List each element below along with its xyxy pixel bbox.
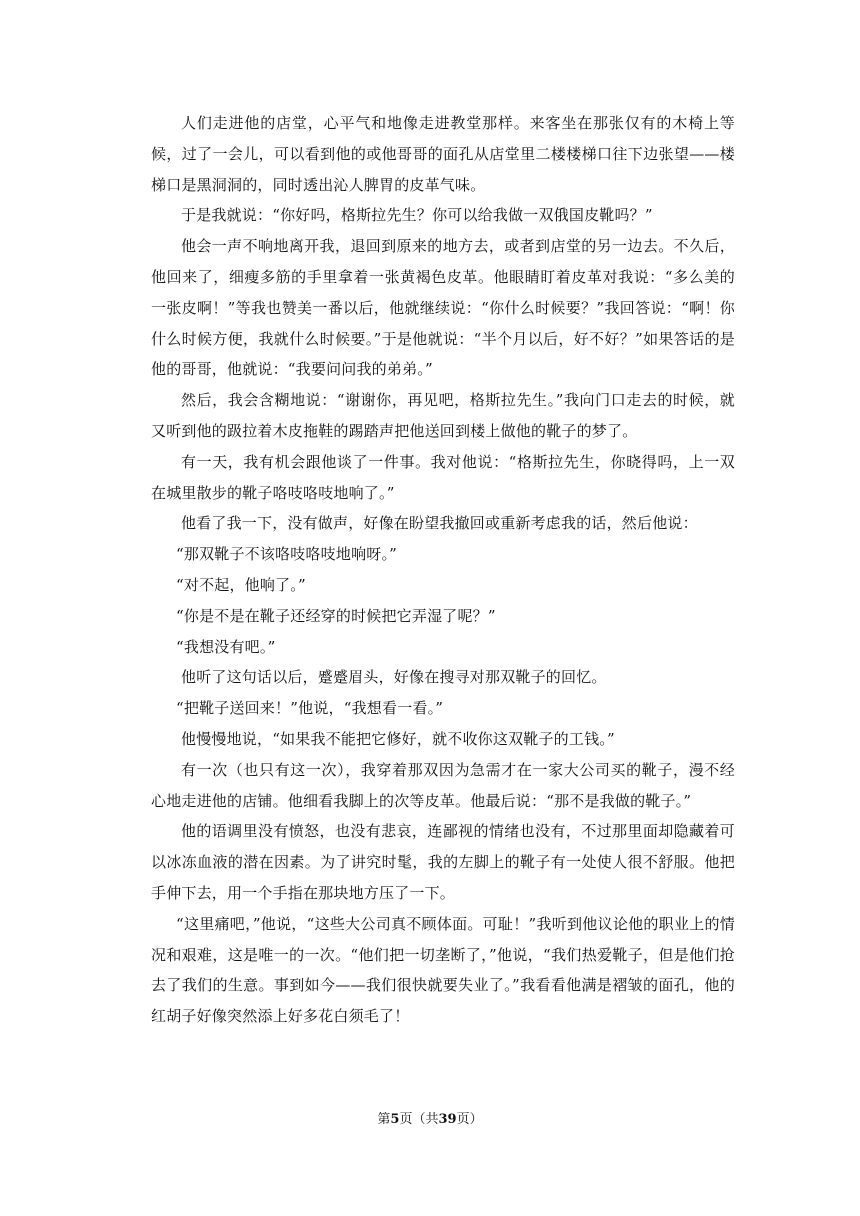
paragraph: 有一天，我有机会跟他谈了一件事。我对他说：“格斯拉先生，你晓得吗，上一双在城里散步的靴子咯吱咯吱地响了。”	[151, 452, 735, 502]
body-text	[151, 108, 735, 1032]
dialogue-line: “那双靴子不该咯吱咯吱地响呀。”	[176, 545, 398, 564]
page-footer	[0, 1111, 860, 1129]
page-number: 5	[390, 1112, 400, 1127]
paragraph: 有一次（也只有这一次），我穿着那双因为急需才在一家大公司买的靴子，漫不经心地走进他的店铺。他细看我脚上的次等皮革。他最后说：“那不是我做的靴子。”	[151, 760, 735, 810]
dialogue-line: “我想没有吧。”	[176, 637, 276, 656]
footer-middle: 页（共	[399, 1112, 439, 1127]
total-pages: 39	[438, 1112, 457, 1127]
paragraph: 他听了这句话以后，蹙蹙眉头，好像在搜寻对那双靴子的回忆。	[181, 668, 607, 687]
paragraph: 他会一声不响地离开我，退回到原来的地方去，或者到店堂的另一边去。不久后，他回来了，细瘦多筋的手里拿着一张黄褐色皮革。他眼睛盯着皮革对我说：“多么美的一张皮啊！”等我也赞美一番以后，他就继续说：“你什么时候要？”我回答说：“啊！你什么时候方便，我就什么时候要。”于是他就说：“半个月以后，好不好？”如果答话的是他的哥哥，他就说：“我要问问我的弟弟。”	[151, 237, 735, 379]
paragraph: 他的语调里没有愤怒，也没有悲哀，连鄙视的情绪也没有，不过那里面却隐藏着可以冰冻血液的潜在因素。为了讲究时髦，我的左脚上的靴子有一处使人很不舒服。他把手伸下去，用一个手指在那块地方压了一下。	[151, 822, 735, 902]
paragraph: 他慢慢地说，“如果我不能把它修好，就不收你这双靴子的工钱。”	[181, 729, 615, 748]
paragraph: 然后，我会含糊地说：“谢谢你，再见吧，格斯拉先生。”我向门口走去的时候，就又听到他的趿拉着木皮拖鞋的踢踏声把他送回到楼上做他的靴子的梦了。	[151, 391, 735, 440]
dialogue-line: “对不起，他响了。”	[176, 575, 306, 594]
paragraph: 他看了我一下，没有做声，好像在盼望我撤回或重新考虑我的话，然后他说：	[181, 514, 698, 533]
dialogue-line: “你是不是在靴子还经穿的时候把它弄湿了呢？”	[176, 606, 496, 625]
footer-prefix: 第	[377, 1112, 391, 1127]
dialogue-line: “把靴子送回来！”他说，“我想看一看。”	[176, 699, 444, 718]
paragraph: “这里痛吧，”他说，“这些大公司真不顾体面。可耻！”我听到他议论他的职业上的情况和艰难，这是唯一的一次。“他们把一切垄断了，”他说，“我们热爱靴子，但是他们抢去了我们的生意。事到如今——我们很快就要失业了。”我看看他满是褶皱的面孔，他的红胡子好像突然添上好多花白须毛了！	[151, 914, 735, 1026]
paragraph: 人们走进他的店堂，心平气和地像走进教堂那样。来客坐在那张仅有的木椅上等候，过了一会儿，可以看到他的或他哥哥的面孔从店堂里二楼楼梯口往下边张望——楼梯口是黑洞洞的，同时透出沁人脾胃的皮革气味。	[151, 114, 735, 194]
paragraph: 于是我就说：“你好吗，格斯拉先生？你可以给我做一双俄国皮靴吗？”	[181, 206, 653, 225]
footer-suffix: 页）	[456, 1112, 483, 1127]
